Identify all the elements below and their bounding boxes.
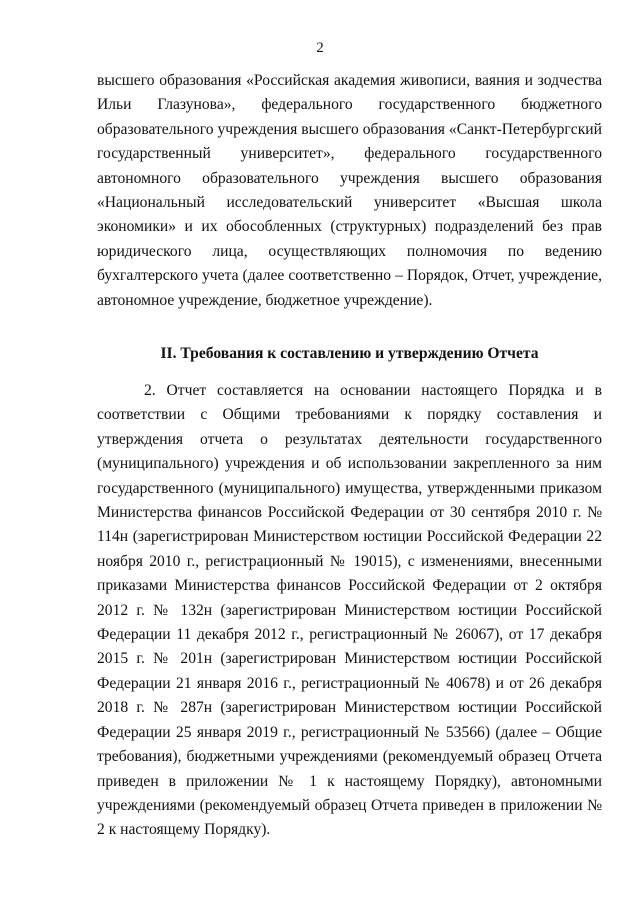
- paragraph-2: 2. Отчет составляется на основании настоящего Порядка и в соответствии с Общими требованиями к порядку составления и утверждения отчета о результатах деятельности государственного (муниципального) учреждения и об использовании закрепленного за ним государственного (муниципального) имущества, утвержденными приказом Министерства финансов Российской Федерации от 30 сентября 2010 г. № 114н (зарегистрирован Министерством юстиции Российской Федерации 22 ноября 2010 г., регистрационный № 19015), с изменениями, внесенными приказами Министерства финансов Российской Федерации от 2 октября 2012 г. № 132н (зарегистрирован Министерством юстиции Российской Федерации 11 декабря 2012 г., регистрационный № 26067), от 17 декабря 2015 г. № 201н (зарегистрирован Министерством юстиции Российской Федерации 21 января 2016 г., регистрационный № 40678) и от 26 декабря 2018 г. № 287н (зарегистрирован Министерством юстиции Российской Федерации 25 января 2019 г., регистрационный № 53566) (далее – Общие требования), бюджетными учреждениями (рекомендуемый образец Отчета приведен в приложении № 1 к настоящему Порядку), автономными учреждениями (рекомендуемый образец Отчета приведен в приложении № 2 к настоящему Порядку).: [97, 382, 602, 839]
- paragraph-continuation: высшего образования «Российская академия живописи, ваяния и зодчества Ильи Глазунова», федерального государственного бюджетного образовательного учреждения высшего образования «Санкт-Петербургский государственный университет», федерального государственного автономного образовательного учреждения высшего образования «Национальный исследовательский университет «Высшая школа экономики» и их обособленных (структурных) подразделений без прав юридического лица, осуществляющих полномочия по ведению бухгалтерского учета (далее соответственно – Порядок, Отчет, учреждение, автономное учреждение, бюджетное учреждение).: [97, 72, 602, 309]
- section-heading: II. Требования к составлению и утверждению Отчета: [160, 345, 539, 362]
- page-number: 2: [316, 40, 324, 56]
